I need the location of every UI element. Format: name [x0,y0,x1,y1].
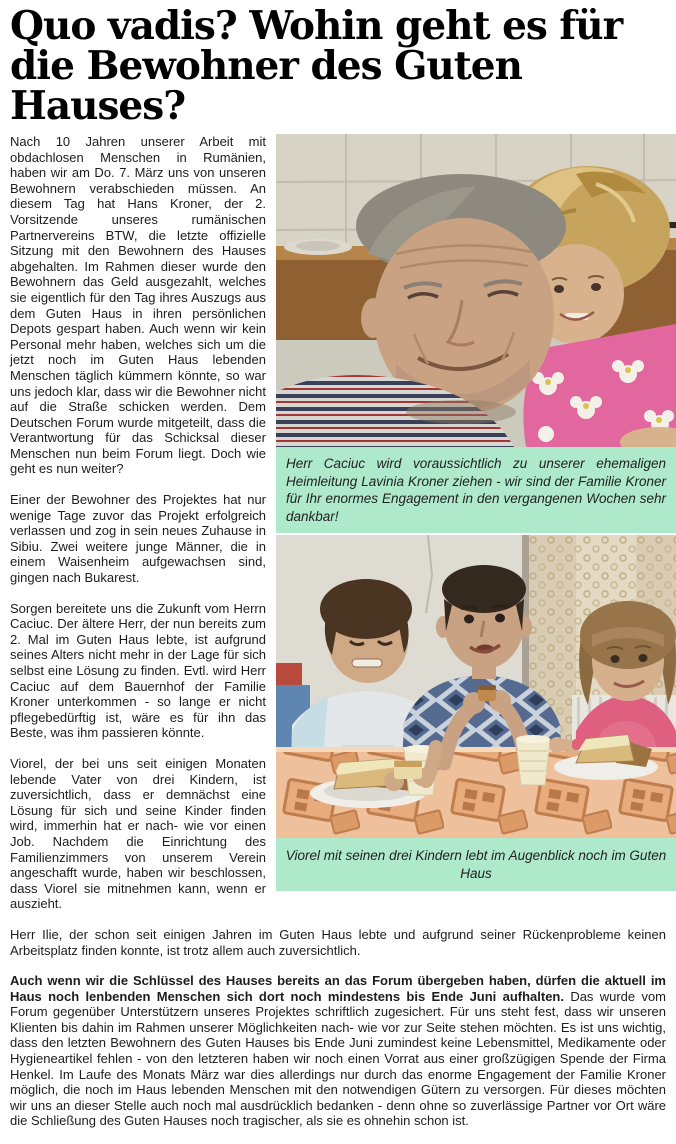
paragraph-ilie: Herr Ilie, der schon seit einigen Jahren im Guten Haus lebte und aufgrund seiner Rückenprobleme keinen Arbeitsplatz finden konnte, ist trotz allem auch zuversichtlich. [10,926,666,958]
figure-column [276,134,676,891]
closing-rest-text: Das wurde vom Forum gegenüber Unterstützern unseres Projektes schriftlich zugesichert. Für uns steht fest, dass wir unseren Klienten bis dahin im Rahmen unserer Möglichkeiten nach- wie vor zur Seite stehen möchten. Es ist uns wichtig, dass den letzten Bewohnern des Guten Hauses bis Ende Juni zumindest keine Lebensmittel, Medikamente oder Hygieneartikel fehlen - von den letzteren haben wir noch einen Vorrat aus einer großzügigen Spende der Firma Henkel. Im Laufe des Monats März war dies allerdings nur durch das enorme Engagement der Familie Kroner möglich, die noch im Haus lebenden Menschen mit den notwendigen Gütern zu versorgen. Für dieses möchten wir uns an dieser Stelle auch noch mal ausdrücklich bedanken - denn ohne so zuverlässige Partner vor Ort wäre die Schließung des Guten Hauses noch tragischer, als sie es ohnehin schon ist. [10,988,666,1129]
photo-caciuc-kroner [276,134,676,447]
paragraph-caciuc: Sorgen bereitete uns die Zukunft vom Herrn Caciuc. Der ältere Herr, der nun bereits zum 2. Mal im Guten Haus lebte, ist aufgrund seines Alters nicht mehr in der Lage für sich selbst eine Lösung zu finden. Evtl. wird Herr Caciuc auf dem Bauernhof der Familie Kroner unterkommen - so lange er nicht pflegebedürftig ist, wäre es für ihn das Beste, was ihm passieren könnte. [10,600,266,741]
page-title [10,0,666,134]
paragraph-closing [10,973,666,1129]
photo-viorel-children [276,535,676,838]
page-title-line2: die Bewohner des Guten Hauses? [10,43,522,129]
article-body [10,134,666,1129]
paragraph-departures: Einer der Bewohner des Projektes hat nur wenige Tage zuvor das Projekt erfolgreich verlassen und zog in sein neues Zuhause in Sibiu. Zwei weitere junge Männer, die in einem Waisenheim aufgewachsen sind, gingen nach Bukarest. [10,492,266,586]
photo-caciuc-kroner-image [276,134,676,447]
caption-caciuc: Herr Caciuc wird voraussichtlich zu unserer ehemaligen Heimleitung Lavinia Kroner ziehen - wir sind der Familie Kroner für Ihr enormes Engagement in den vergangenen Wochen sehr dankbar! [276,447,676,533]
photo-viorel-children-image [276,535,676,838]
page-title-line1: Quo vadis? Wohin geht es für [10,3,623,49]
closing-bold-text: Auch wenn wir die Schlüssel des Hauses bereits an das Forum übergeben haben, dürfen die aktuell im Haus noch lenbenden Menschen sich dort noch mindestens bis Ende Juni aufhalten. [10,973,666,1004]
caption-viorel: Viorel mit seinen drei Kindern lebt im Augenblick noch im Guten Haus [276,838,676,891]
paragraph-viorel: Viorel, der bei uns seit einigen Monaten lebende Vater von drei Kindern, ist zuversichtlich, dass er demnächst eine Lösung für sich und seine Kinder finden wird, immerhin hat er nach- wie vor einen Job. Nachdem die Einrichtung des Familienzimmers von unserem Verein angeschafft wurde, haben wir beschlossen, dass Viorel sie mitnehmen kann, wenn er auszieht. [10,755,266,912]
paragraph-intro: Nach 10 Jahren unserer Arbeit mit obdachlosen Menschen in Rumänien, haben wir am Do. 7. März uns von unseren Bewohnern verabschieden müssen. An diesem Tag hat Hans Kroner, der 2. Vorsitzende unseres rumänischen Partnervereins BTW, die letzte offizielle Sitzung mit den Bewohnern des Hauses abgehalten. Im Rahmen dieser wurde den Bewohnern das Geld ausgezahlt, welches sie eigentlich für den Tag ihres Auszugs aus dem Guten Haus in ihren persönlichen Depots gespart haben. Auch wenn wir kein Personal mehr haben, welches sich um die jetzt noch im Guten Haus lebenden Menschen täglich kümmern könnte, so war uns jedoch klar, dass wir die Bewohner nicht auf die Straße schicken werden. Dem Deutschen Forum wurde mitgeteilt, dass die Verantwortung für das Schicksal dieser Menschen nun beim Forum liegt. Doch wie geht es nun weiter? [10,134,266,477]
